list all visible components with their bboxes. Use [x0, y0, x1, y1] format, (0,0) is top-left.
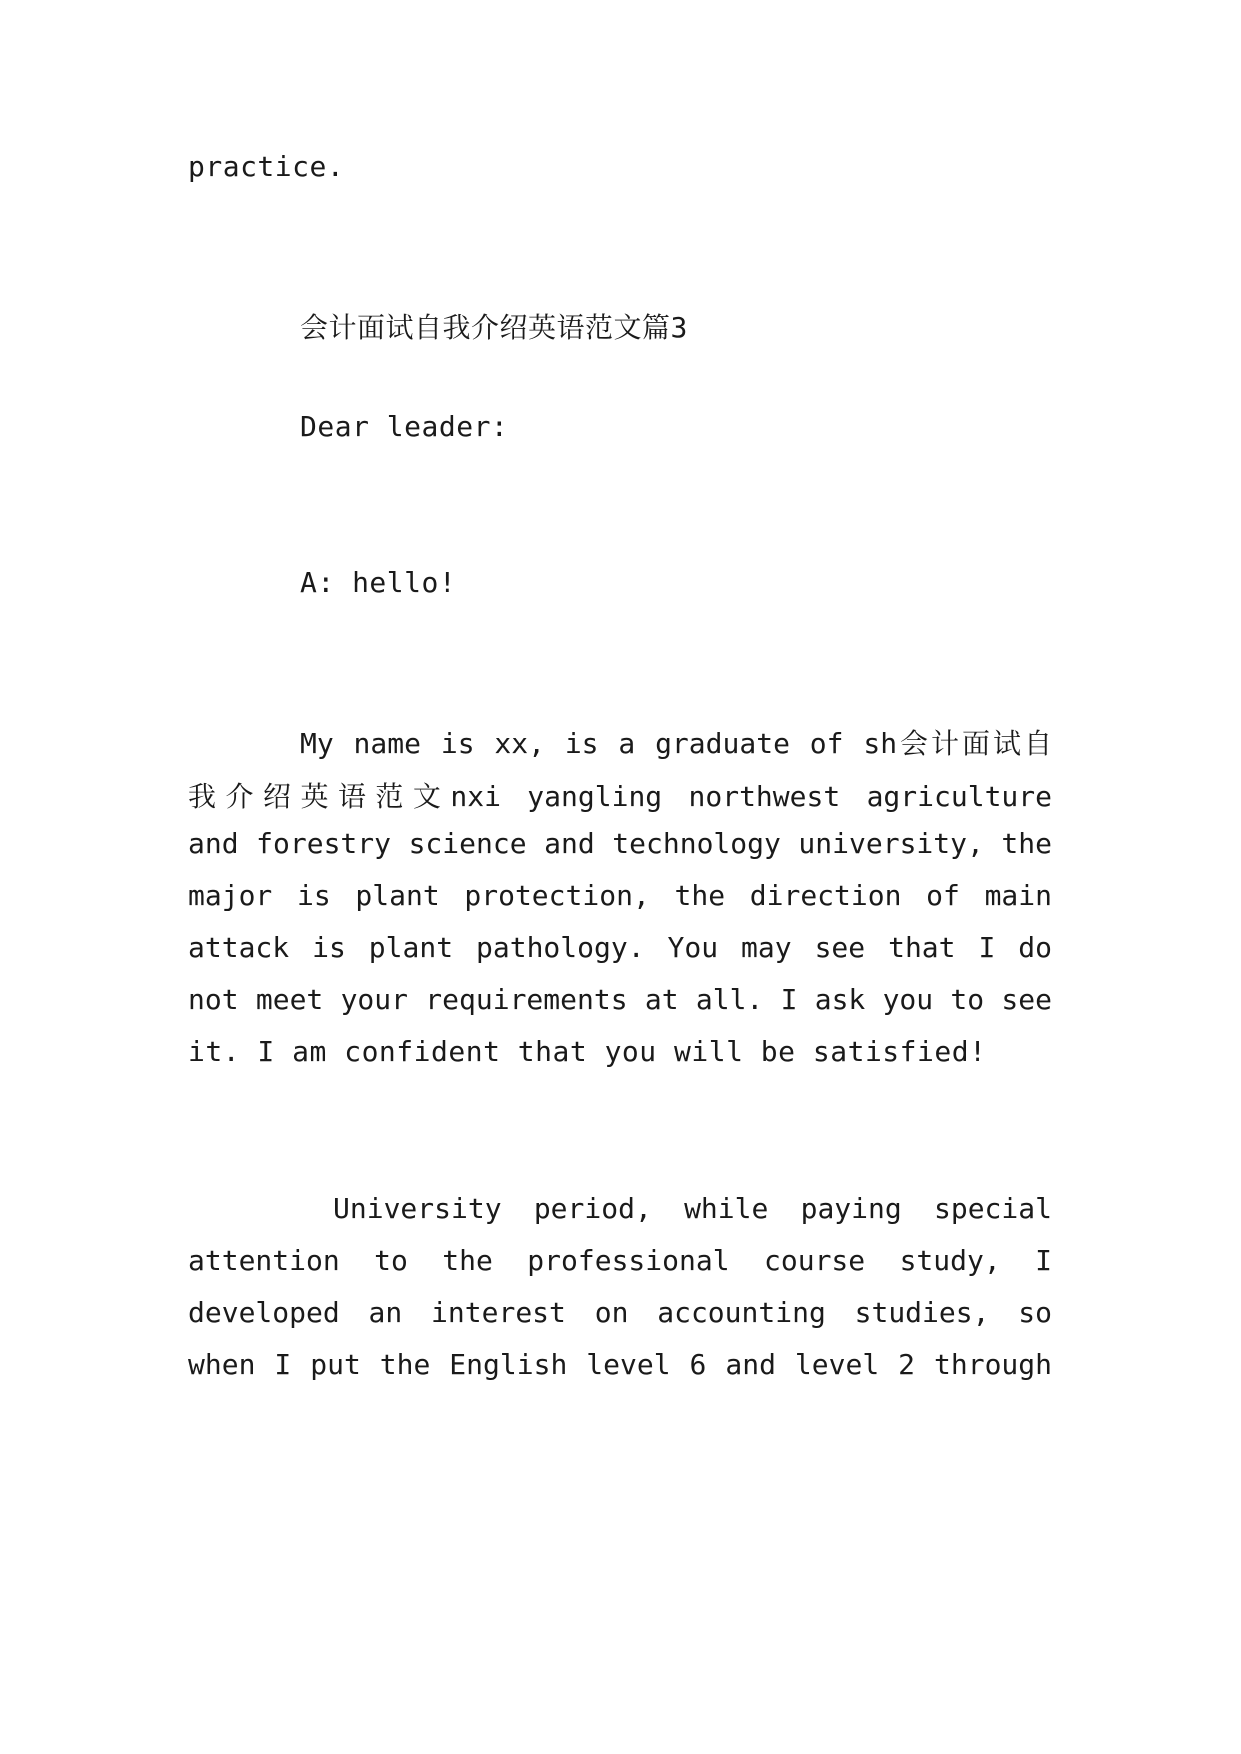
paragraph-line: when I put the English level 6 and level 2 through — [188, 1348, 1052, 1381]
paragraph-line: attention to the professional course study, I — [188, 1244, 1052, 1277]
paragraph-line: major is plant protection, the direction of main — [188, 879, 1052, 912]
text-line: practice. — [188, 150, 345, 183]
paragraph-line: University period, while paying special — [333, 1192, 1052, 1225]
salutation: Dear leader: — [300, 410, 509, 443]
greeting: A: hello! — [300, 566, 457, 599]
paragraph-line: developed an interest on accounting studies, so — [188, 1296, 1052, 1329]
paragraph-line: not meet your requirements at all. I ask you to see — [188, 983, 1052, 1016]
paragraph-line: it. I am confident that you will be satisfied! — [188, 1035, 987, 1068]
paragraph-line: attack is plant pathology. You may see that I do — [188, 931, 1052, 964]
section-heading: 会计面试自我介绍英语范文篇3 — [300, 311, 688, 344]
paragraph-line: My name is xx, is a graduate of sh会计面试自 — [300, 727, 1052, 760]
paragraph-line: 我介绍英语范文nxi yangling northwest agriculture — [188, 780, 1052, 813]
paragraph-line: and forestry science and technology university, the — [188, 827, 1052, 860]
